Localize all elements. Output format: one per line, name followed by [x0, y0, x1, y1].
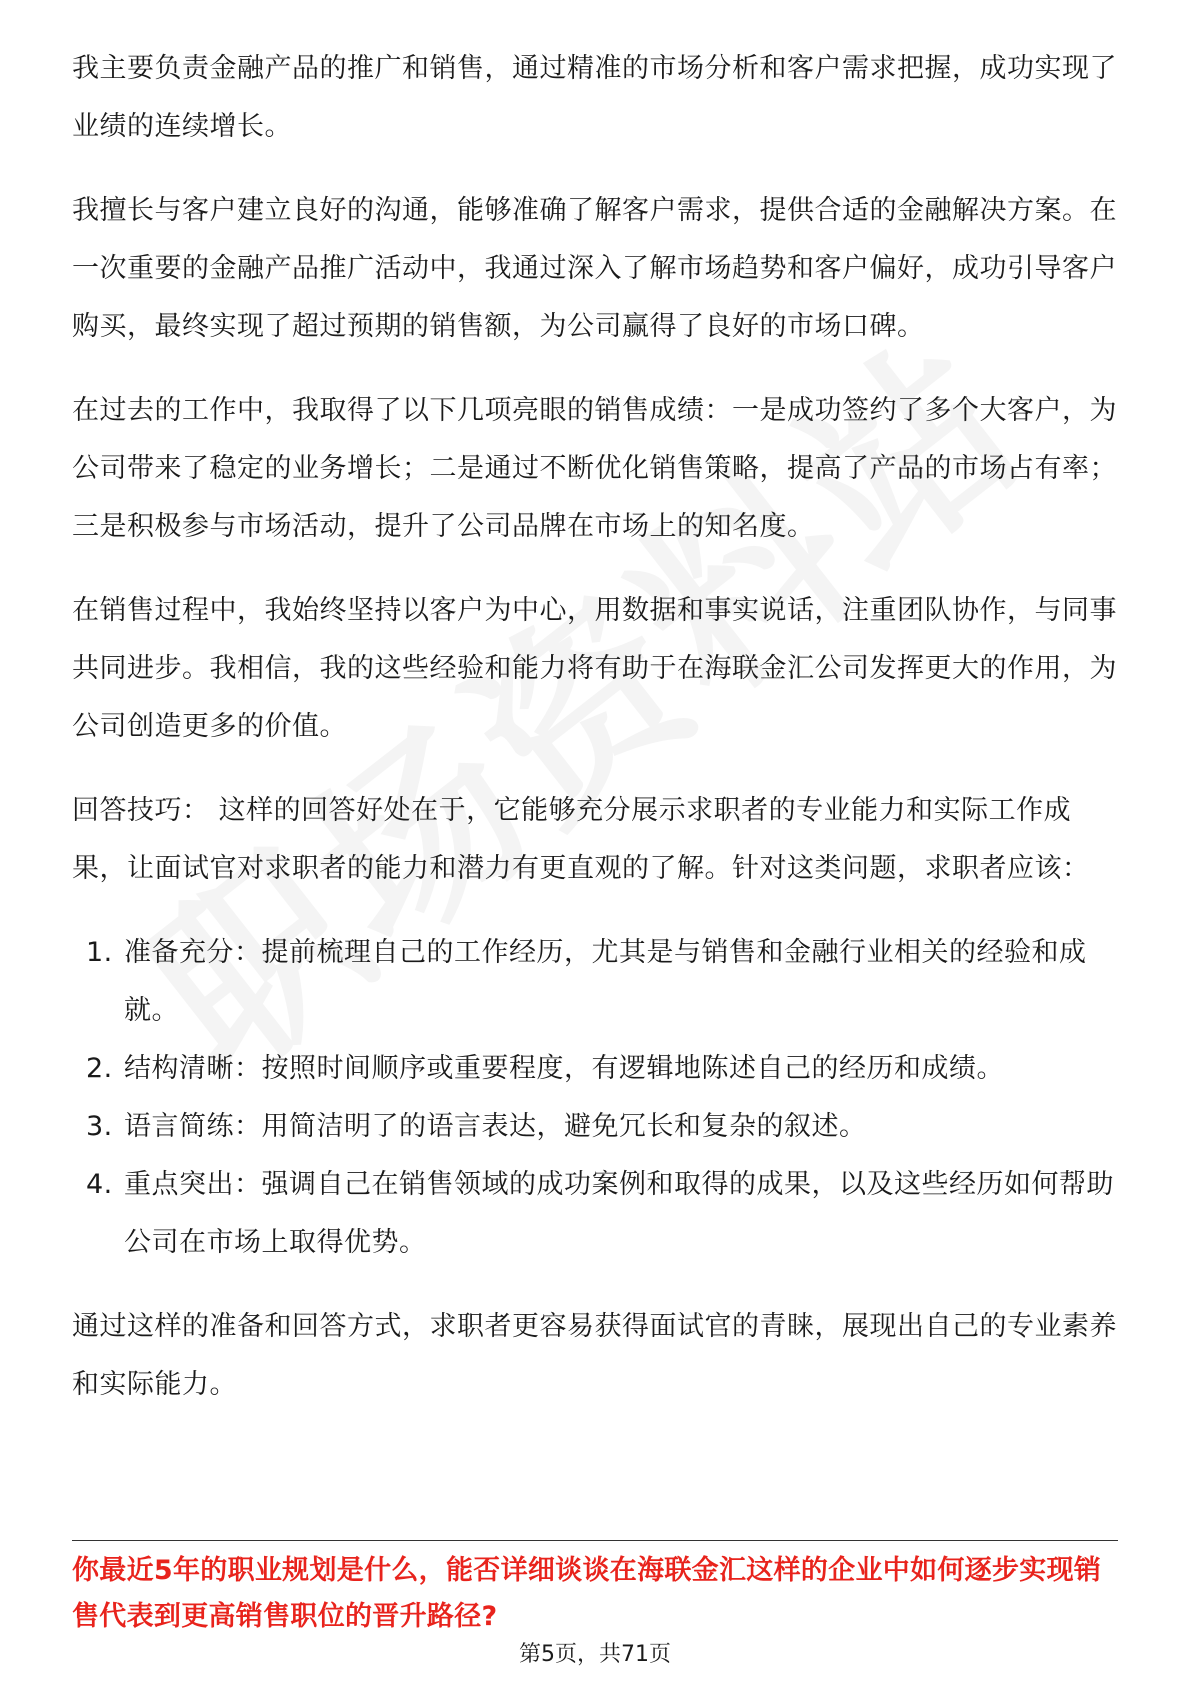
- list-number: 1.: [86, 937, 113, 968]
- next-question-heading: 你最近5年的职业规划是什么，能否详细谈谈在海联金汇这样的企业中如何逐步实现销售代表到更高销售职位的晋升路径?: [72, 1555, 1102, 1632]
- list-item: [72, 1156, 1118, 1272]
- list-item: [72, 1040, 1118, 1098]
- list-number: 3.: [86, 1111, 113, 1142]
- list-item: [72, 1098, 1118, 1156]
- section-divider: [72, 1540, 1118, 1541]
- list-number: 4.: [86, 1169, 113, 1200]
- paragraph: 在销售过程中，我始终坚持以客户为中心，用数据和事实说话，注重团队协作，与同事共同进步。我相信，我的这些经验和能力将有助于在海联金汇公司发挥更大的作用，为公司创造更多的价值。: [72, 595, 1117, 742]
- list-item-text: 准备充分：提前梳理自己的工作经历，尤其是与销售和金融行业相关的经验和成就。: [124, 937, 1087, 1026]
- paragraph: 我主要负责金融产品的推广和销售，通过精准的市场分析和客户需求把握，成功实现了业绩的连续增长。: [72, 53, 1117, 142]
- paragraph: 我擅长与客户建立良好的沟通，能够准确了解客户需求，提供合适的金融解决方案。在一次重要的金融产品推广活动中，我通过深入了解市场趋势和客户偏好，成功引导客户购买，最终实现了超过预期的销售额，为公司赢得了良好的市场口碑。: [72, 195, 1117, 342]
- list-item-text: 结构清晰：按照时间顺序或重要程度，有逻辑地陈述自己的经历和成绩。: [124, 1053, 1004, 1084]
- list-number: 2.: [86, 1053, 113, 1084]
- tips-list: [72, 924, 1118, 1272]
- page-number: 第5页，共71页: [519, 1642, 671, 1667]
- answer-tips-intro: 回答技巧： 这样的回答好处在于，它能够充分展示求职者的专业能力和实际工作成果，让面试官对求职者的能力和潜力有更直观的了解。针对这类问题，求职者应该：: [72, 795, 1090, 884]
- list-item-text: 语言简练：用简洁明了的语言表达，避免冗长和复杂的叙述。: [124, 1111, 867, 1142]
- list-item-text: 重点突出：强调自己在销售领域的成功案例和取得的成果，以及这些经历如何帮助公司在市场上取得优势。: [124, 1169, 1114, 1258]
- paragraph: 在过去的工作中，我取得了以下几项亮眼的销售成绩：一是成功签约了多个大客户，为公司带来了稳定的业务增长；二是通过不断优化销售策略，提高了产品的市场占有率；三是积极参与市场活动，提升了公司品牌在市场上的知名度。: [72, 395, 1117, 542]
- page-content: [72, 40, 1118, 1440]
- list-item: [72, 924, 1118, 1040]
- closing-paragraph: 通过这样的准备和回答方式，求职者更容易获得面试官的青睐，展现出自己的专业素养和实际能力。: [72, 1311, 1117, 1400]
